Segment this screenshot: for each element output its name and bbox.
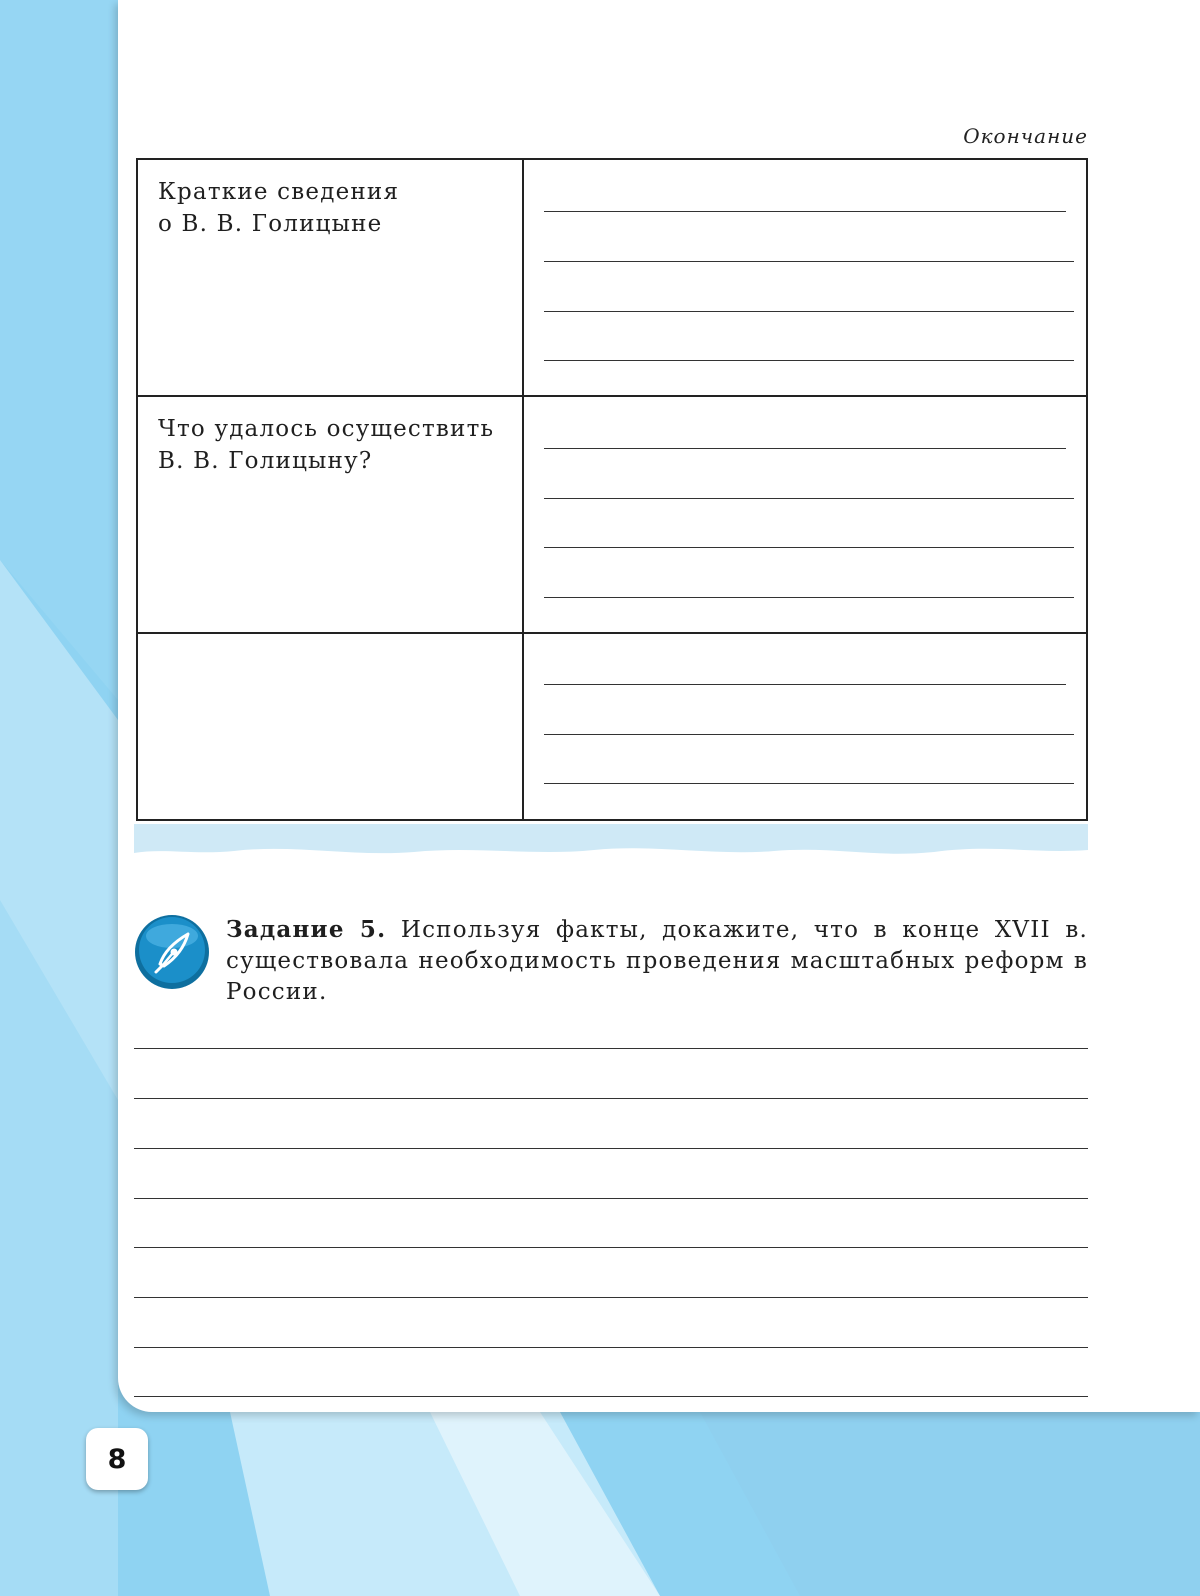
answer-cell[interactable] [523, 159, 1087, 396]
answer-line[interactable] [134, 1297, 1088, 1298]
row-label: Что удалось осуществить В. В. Голицыну? [158, 416, 495, 474]
answer-cell[interactable] [523, 396, 1087, 633]
row-label-cell[interactable] [137, 633, 523, 820]
answer-line[interactable] [134, 1048, 1088, 1049]
answer-line[interactable] [544, 498, 1074, 499]
row-label-cell [137, 159, 523, 396]
table-row [137, 633, 1087, 820]
answer-line[interactable] [134, 1098, 1088, 1099]
table-row [137, 396, 1087, 633]
answer-line[interactable] [544, 211, 1066, 212]
answer-line[interactable] [544, 734, 1074, 735]
answer-line[interactable] [544, 547, 1074, 548]
answer-line[interactable] [544, 783, 1074, 784]
answer-line[interactable] [544, 261, 1074, 262]
answer-line[interactable] [544, 360, 1074, 361]
task-number: Задание 5. [226, 916, 387, 943]
answer-line[interactable] [134, 1347, 1088, 1348]
row-label-cell [137, 396, 523, 633]
info-table [136, 158, 1088, 821]
answer-line[interactable] [134, 1198, 1088, 1199]
table-row [137, 159, 1087, 396]
torn-paper-strip [134, 824, 1088, 860]
answer-line[interactable] [544, 597, 1074, 598]
answer-cell[interactable] [523, 633, 1087, 820]
row-label: Краткие сведения о В. В. Голицыне [158, 179, 400, 237]
answer-line[interactable] [134, 1247, 1088, 1248]
pen-nib-icon [134, 914, 210, 990]
answer-line[interactable] [134, 1148, 1088, 1149]
continuation-label: Окончание [963, 124, 1088, 148]
answer-line[interactable] [544, 684, 1066, 685]
answer-line[interactable] [544, 448, 1066, 449]
page-number: 8 [86, 1428, 148, 1490]
answer-line[interactable] [134, 1396, 1088, 1397]
answer-line[interactable] [544, 311, 1074, 312]
task-question: Используя факты, докажите, что в конце XVII в. существовала необходимость проведения масштабных реформ в России. [226, 917, 1088, 1005]
task-5-text [226, 914, 1088, 1008]
